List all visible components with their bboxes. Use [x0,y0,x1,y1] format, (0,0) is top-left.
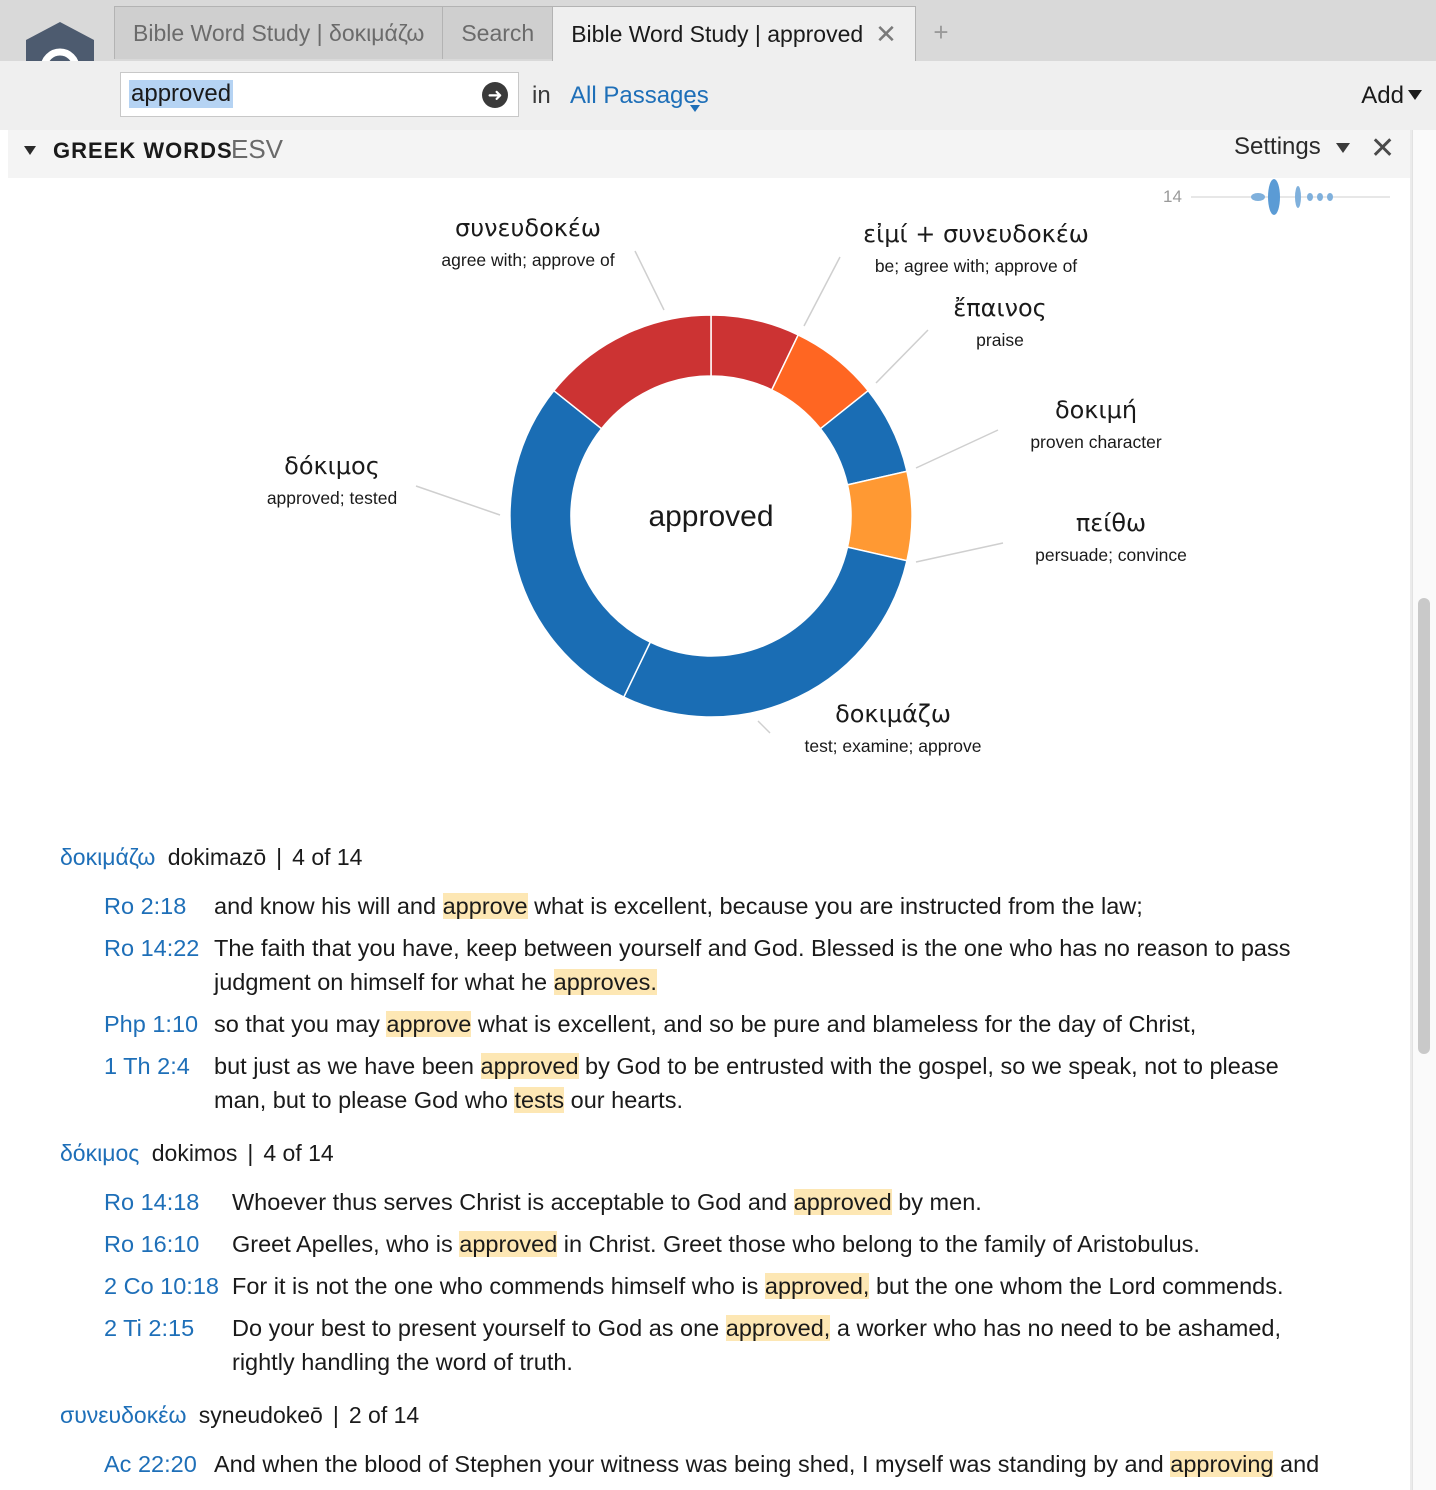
slice-leader-line [758,721,770,733]
slice-label-gloss: persuade; convince [1035,545,1187,565]
word-group-header [8,1131,1410,1185]
group-spacer [8,1485,1410,1490]
toolbar [0,61,1436,130]
separator: | [276,844,283,870]
search-input-value[interactable]: approved [131,80,232,107]
tab-search[interactable] [442,6,553,59]
verse-row [8,1007,1410,1041]
slice-label-gloss: agree with; approve of [441,250,615,270]
transliteration: dokimos [145,1140,238,1166]
verse-reference-link[interactable]: Ro 14:18 [104,1189,200,1215]
verse-reference-link[interactable]: 1 Th 2:4 [104,1053,190,1079]
caret-down-icon [1408,90,1422,100]
donut-chart-svg [8,130,1410,830]
transliteration: dokimazō [161,844,267,870]
separator: | [247,1140,254,1166]
greek-lemma-link[interactable]: δοκιμάζω [60,844,156,870]
word-group [8,1131,1410,1379]
transliteration: syneudokeō [192,1402,323,1428]
slice-label-word[interactable]: εἰμί + συνευδοκέω [863,220,1089,248]
tab-label: Search [461,19,535,46]
donut-slice-4[interactable] [847,471,912,560]
highlighted-match: approved [459,1231,558,1257]
highlighted-match: approve [386,1011,472,1037]
slice-label-gloss: proven character [1030,432,1162,452]
verse-text: but just as we have been approved by God to be entrusted with the gospel, so we speak, not to please man, but to please God who tests our hearts. [214,1053,1279,1113]
slider-value: 14 [1163,187,1182,206]
verse-row [8,1185,1410,1219]
slider-handle[interactable] [1268,179,1280,215]
verse-reference-link[interactable]: 2 Ti 2:15 [104,1315,195,1341]
highlighted-match: approved [480,1053,579,1079]
slice-leader-line [635,251,664,310]
verse-text: and know his will and approve what is excellent, because you are instructed from the law; [214,893,1143,919]
slider-tick [1251,193,1265,201]
verse-row [8,1447,1410,1477]
greek-lemma-link[interactable]: δόκιμος [60,1140,140,1166]
verse-row [8,1269,1410,1303]
verse-reference-link[interactable]: Ro 2:18 [104,893,187,919]
settings-button[interactable]: Settings [1234,133,1321,160]
slice-leader-line [916,430,998,468]
highlighted-match: approve [442,893,528,919]
slice-label-word[interactable]: συνευδοκέω [455,214,601,242]
donut-slice-6[interactable] [510,391,650,697]
scrollbar-thumb[interactable] [1418,598,1430,1054]
occurrence-count: 4 of 14 [292,844,363,870]
slice-label-word[interactable]: δοκιμάζω [835,700,951,728]
occurrence-count: 2 of 14 [348,1402,420,1428]
highlighted-match: tests [514,1087,565,1113]
highlighted-match: approved, [725,1315,831,1341]
scrollbar[interactable] [1412,130,1436,1490]
verse-text: Do your best to present yourself to God as one approved, a worker who has no need to be ashamed, rightly handling the word of truth. [232,1315,1282,1375]
word-group [8,835,1410,1117]
occurrence-count: 4 of 14 [263,1140,334,1166]
verse-text: so that you may approve what is excellent, and so be pure and blameless for the day of Christ, [214,1011,1197,1037]
go-arrow-icon[interactable]: ➜ [482,82,508,108]
slice-leader-line [416,486,500,515]
section-title[interactable]: GREEK WORDS [53,138,233,163]
verse-text: Whoever thus serves Christ is acceptable to God and approved by men. [232,1189,982,1215]
slider-tick [1317,193,1323,201]
search-input[interactable] [120,72,519,117]
bible-version: ESV [231,134,284,164]
verse-text: And when the blood of Stephen your witness was being shed, I myself was standing by and approving and [214,1451,1320,1477]
verse-reference-link[interactable]: Php 1:10 [104,1011,199,1037]
add-button[interactable] [1361,82,1422,110]
highlighted-match: approved, [764,1273,870,1299]
slice-label-gloss: approved; tested [266,488,398,508]
tab-label: Bible Word Study | approved [571,20,864,47]
verse-row [8,889,1410,923]
tab-label: Bible Word Study | δοκιμάζω [133,19,425,46]
slider-tick [1295,186,1301,208]
scope-caret-icon[interactable] [690,105,700,112]
greek-words-donut-chart [8,130,1410,830]
close-section-icon[interactable]: ✕ [1370,132,1396,165]
slider-tick [1307,193,1313,201]
verse-reference-link[interactable]: 2 Co 10:18 [104,1273,219,1299]
window-chrome [0,0,1436,130]
verse-row [8,931,1410,999]
tab-bible-word-study-dokimazo[interactable] [114,6,443,59]
slice-label-word[interactable]: δοκιμή [1054,396,1138,424]
greek-words-panel [8,130,1410,1490]
slice-label-gloss: praise [976,330,1024,350]
donut-slice-5[interactable] [624,547,907,717]
highlighted-match: approved [793,1189,892,1215]
slice-label-gloss: be; agree with; approve of [874,256,1078,276]
highlighted-match: approves. [553,969,657,995]
verse-row [8,1049,1410,1117]
slider-tick [1327,193,1333,201]
slice-label-word[interactable]: δόκιμος [284,452,380,480]
add-button-label: Add [1361,82,1404,109]
in-label: in [532,82,551,109]
donut-center-label: approved [648,500,774,533]
verse-reference-link[interactable]: Ac 22:20 [104,1451,197,1477]
word-group-header [8,1393,1410,1447]
slice-leader-line [916,543,1003,562]
slice-leader-line [876,330,928,383]
passage-scope-dropdown[interactable]: All Passages [570,82,709,109]
slice-label-word[interactable]: πείθω [1075,509,1147,537]
verse-reference-link[interactable]: Ro 16:10 [104,1231,200,1257]
verse-text: The faith that you have, keep between yourself and God. Blessed is the one who has no reason to pass judgment on himself for what he approves. [214,935,1291,995]
tab-bible-word-study-approved[interactable] [552,6,916,61]
separator: | [332,1402,339,1428]
slice-label-word[interactable]: ἔπαινος [953,294,1047,322]
new-tab-button[interactable]: + [933,17,949,47]
results-list [8,835,1410,1490]
close-tab-icon[interactable]: ✕ [875,18,897,49]
verse-reference-link[interactable]: Ro 14:22 [104,935,200,961]
verse-text: For it is not the one who commends himself who is approved, but the one whom the Lord commends. [232,1273,1284,1299]
word-group [8,1393,1410,1477]
verse-row [8,1227,1410,1261]
highlighted-match: approving [1170,1451,1274,1477]
slice-label-gloss: test; examine; approve [804,736,982,756]
verse-row [8,1311,1410,1379]
slice-leader-line [804,257,840,326]
word-group-header [8,835,1410,889]
greek-lemma-link[interactable]: συνευδοκέω [60,1402,187,1428]
tab-strip [114,6,967,60]
verse-text: Greet Apelles, who is approved in Christ. Greet those who belong to the family of Aristobulus. [232,1231,1200,1257]
